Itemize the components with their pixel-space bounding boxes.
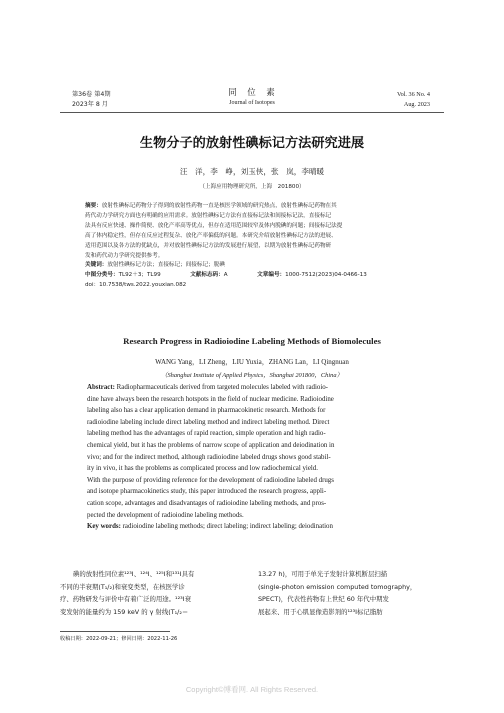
keywords-cn: 放射性碘标记方法；直接标记；间接标记；脱碘 (107, 262, 225, 269)
article-number-label: 文章编号： (257, 272, 286, 279)
doc-code-label: 文献标志码： (190, 272, 224, 279)
abstract-en-line: cation scope, advantages and disadvantages of radioiodine labeling methods, and pros- (87, 499, 327, 507)
abstract-en-line: ity in vivo, it has the problems as complicated process and low radiochemical yield. (87, 465, 318, 473)
paper-title-en: Research Progress in Radioiodine Labeling Methods of Biomolecules (123, 336, 381, 346)
body-line: (single-photon emission computed tomography， (258, 582, 417, 591)
keywords-cn-label: 关键词： (85, 262, 108, 269)
affiliation-en: （Shanghai Institute of Applied Physics，Shanghai 201800，China） (161, 372, 343, 379)
body-column-right (258, 568, 446, 618)
footnote-rule (60, 631, 170, 632)
clc-number: TL92＋3；TL99 (118, 272, 161, 279)
keywords-en-label: Key words: (87, 523, 121, 531)
issue-number: 第36卷 第4期 (72, 91, 111, 98)
clc-label: 中图分类号： (85, 272, 119, 279)
volume-number: Vol. 36 No. 4 (396, 91, 430, 98)
authors-en: WANG Yang，LI Zheng，LIU Yuxia，ZHANG Lan，LI Qingnuan (155, 358, 349, 366)
issue-date: 2023年 8 月 (72, 101, 108, 108)
abstract-en-line: chemical yield, but it has the problems of narrow scope of application and deiodination in (87, 441, 335, 449)
paper-title-cn: 生物分子的放射性碘标记方法研究进展 (139, 136, 365, 151)
authors-cn: 汪 洋，李 峥，刘玉侠，张 岚，李晴暖 (179, 167, 325, 176)
journal-title-cn: 同 位 素 (228, 88, 276, 98)
abstract-en-line: labeling method has the advantages of rapid reaction, simple operation and high radio- (87, 430, 326, 438)
abstract-en-line: pected the development of radioiodine labeling methods. (87, 511, 244, 519)
body-column-left (60, 568, 248, 618)
abstract-en (87, 382, 421, 533)
abstract-cn-line: 法具有反应快速、操作简便、放化产率高等优点，但存在适用范围较窄及体内脱碘的问题；间接标记法提 (85, 222, 343, 229)
abstract-cn-line: 适用范围以及各方法的优缺点，并对放射性碘标记方法的发展进行展望，以期为放射性碘标记药物研 (85, 242, 332, 249)
abstract-en-line: dine have always been the research hotspots in the field of nuclear medicine. Radioiodine (87, 395, 334, 403)
abstract-en-line: labeling also has a clear application demand in pharmacokinetic research. Methods for (87, 407, 326, 415)
abstract-cn-label: 摘要： (85, 203, 102, 209)
keywords-en: radioiodine labeling methods; direct labeling; indirect labeling; deiodination (122, 523, 333, 531)
abstract-en-line: Radiopharmaceuticals derived from targeted molecules labeled with radioio- (116, 384, 328, 391)
abstract-en-line: and isotope pharmacokinetics study, this paper introduced the research progress, appli- (87, 488, 327, 496)
issue-date-en: Aug. 2023 (403, 101, 430, 108)
body-line: SPECT)，代表性药物有上世纪 60 年代中期发 (258, 595, 389, 604)
abstract-en-line: With the purpose of providing reference for the development of radioiodine labeled drugs (87, 476, 334, 484)
header-rule (60, 112, 444, 113)
body-line: 不同的半衰期(T₁/₂)和衰变类型，在核医学诊 (60, 582, 185, 591)
body-line: 13.27 h)，可用于单光子发射计算机断层扫描 (258, 570, 388, 578)
abstract-cn-line: 高了体内稳定性，但存在反应过程复杂、放化产率偏低的问题。本研究介绍放射性碘标记方法的进展、 (85, 232, 337, 239)
body-line: 展起来、用于心肌显像造影剂的¹²³I标记脂肪 (258, 607, 383, 616)
abstract-cn-line: 药代动力学研究方面也有明确的应用需求。放射性碘标记方法有直接标记法和间接标记法，直接标记 (85, 212, 332, 219)
affiliation-cn: （上海应用物理研究所，上海 201800） (199, 184, 305, 190)
body-line: 碘的放射性同位素¹²³I、¹²⁴I、¹²⁵I和¹³¹I具有 (73, 570, 195, 578)
copyright-watermark: Copyright©博看网. All Rights Reserved. (185, 685, 319, 694)
doi: doi：10.7538/tws.2022.youxian.082 (85, 282, 187, 289)
article-number: 1000-7512(2023)04-0466-13 (285, 272, 367, 279)
abstract-en-label: Abstract: (87, 384, 115, 391)
received-date: 收稿日期：2022-09-21；修回日期：2022-11-26 (60, 636, 178, 642)
abstract-en-line: radioiodine labeling include direct labeling method and indirect labeling method. Direct (87, 418, 330, 426)
body-line: 变发射的能量约为 159 keV 的 γ 射线(T₁/₂＝ (60, 607, 189, 616)
abstract-en-line: vivo; and for the indirect method, although radioiodine labeled drugs shows good stabil- (87, 453, 331, 461)
abstract-cn (85, 202, 425, 291)
body-line: 疗、药物研发与评价中有着广泛的用途。¹²³I衰 (60, 595, 191, 604)
abstract-cn-line: 发和药代动力学研究提供参考。 (85, 252, 164, 259)
journal-title-en: Journal of Isotopes (229, 100, 275, 106)
abstract-cn-line: 放射性碘标记药物分子得到的放射性药物一直是核医学领域的研究热点，放射性碘标记药物在其 (101, 203, 337, 209)
doc-code: A (223, 272, 228, 279)
